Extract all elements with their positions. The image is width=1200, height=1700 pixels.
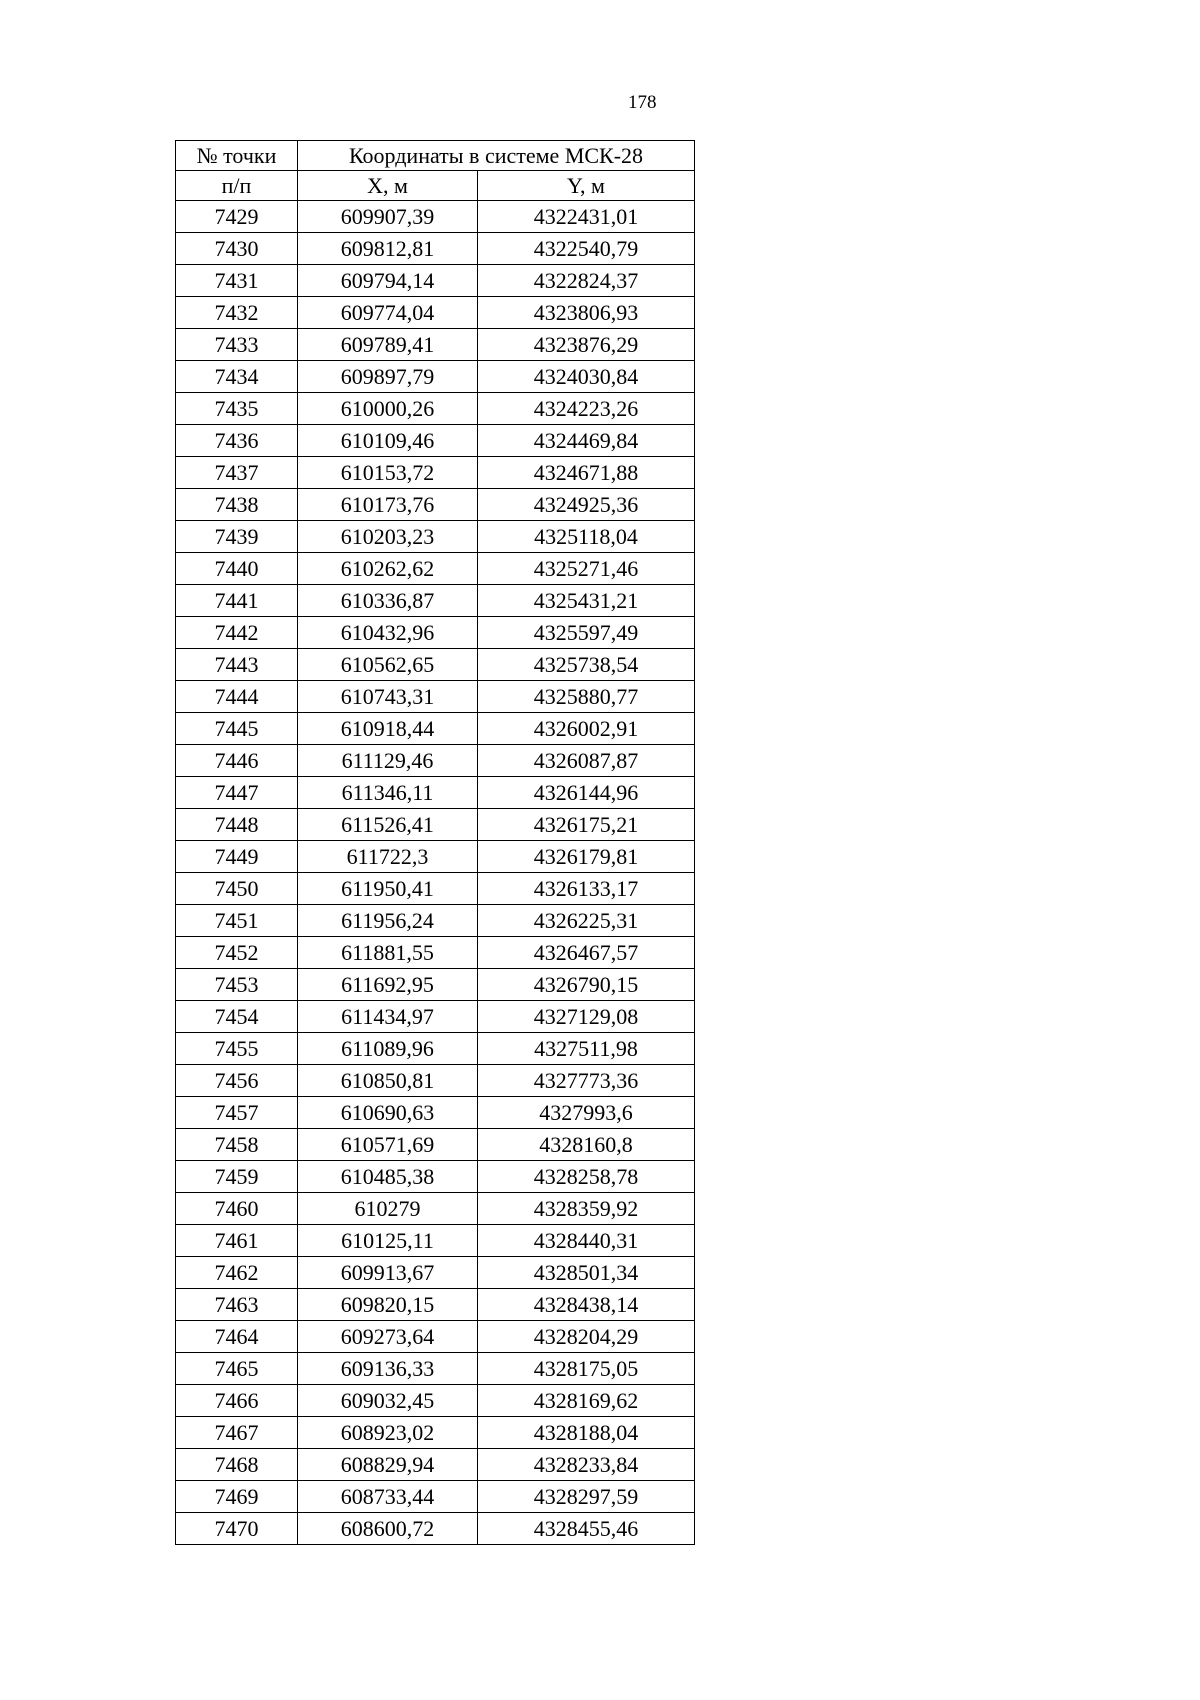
- x-coordinate-cell: 610125,11: [298, 1225, 478, 1257]
- y-coordinate-cell: 4327129,08: [478, 1001, 695, 1033]
- point-number-cell: 7432: [176, 297, 298, 329]
- y-coordinate-cell: 4322824,37: [478, 265, 695, 297]
- point-number-cell: 7433: [176, 329, 298, 361]
- x-coordinate-cell: 610173,76: [298, 489, 478, 521]
- point-number-cell: 7445: [176, 713, 298, 745]
- table-row: [176, 297, 695, 329]
- table-row: [176, 969, 695, 1001]
- table-row: [176, 809, 695, 841]
- table-row: [176, 1481, 695, 1513]
- table-row: [176, 1193, 695, 1225]
- table-body: [176, 201, 695, 1545]
- x-coordinate-cell: 611434,97: [298, 1001, 478, 1033]
- x-coordinate-cell: 610109,46: [298, 425, 478, 457]
- y-coordinate-cell: 4326179,81: [478, 841, 695, 873]
- y-coordinate-cell: 4328233,84: [478, 1449, 695, 1481]
- x-coordinate-cell: 610918,44: [298, 713, 478, 745]
- x-coordinate-cell: 608733,44: [298, 1481, 478, 1513]
- table-row: [176, 329, 695, 361]
- x-coordinate-cell: 609820,15: [298, 1289, 478, 1321]
- x-coordinate-cell: 609273,64: [298, 1321, 478, 1353]
- point-number-cell: 7464: [176, 1321, 298, 1353]
- y-coordinate-cell: 4326144,96: [478, 777, 695, 809]
- y-coordinate-cell: 4328204,29: [478, 1321, 695, 1353]
- coordinates-table: [175, 140, 695, 1545]
- point-number-cell: 7465: [176, 1353, 298, 1385]
- table-row: [176, 1449, 695, 1481]
- x-coordinate-cell: 609774,04: [298, 297, 478, 329]
- table-header: [176, 141, 695, 201]
- y-coordinate-cell: 4328440,31: [478, 1225, 695, 1257]
- y-coordinate-cell: 4324671,88: [478, 457, 695, 489]
- point-number-cell: 7453: [176, 969, 298, 1001]
- header-y: Y, м: [478, 171, 695, 201]
- y-coordinate-cell: 4326790,15: [478, 969, 695, 1001]
- x-coordinate-cell: 611722,3: [298, 841, 478, 873]
- y-coordinate-cell: 4325880,77: [478, 681, 695, 713]
- point-number-cell: 7437: [176, 457, 298, 489]
- table-row: [176, 1513, 695, 1545]
- y-coordinate-cell: 4323806,93: [478, 297, 695, 329]
- point-number-cell: 7441: [176, 585, 298, 617]
- y-coordinate-cell: 4324469,84: [478, 425, 695, 457]
- table-row: [176, 1417, 695, 1449]
- y-coordinate-cell: 4326133,17: [478, 873, 695, 905]
- y-coordinate-cell: 4328175,05: [478, 1353, 695, 1385]
- y-coordinate-cell: 4327993,6: [478, 1097, 695, 1129]
- table-row: [176, 1001, 695, 1033]
- point-number-cell: 7468: [176, 1449, 298, 1481]
- point-number-cell: 7447: [176, 777, 298, 809]
- x-coordinate-cell: 610690,63: [298, 1097, 478, 1129]
- table-row: [176, 265, 695, 297]
- table-row: [176, 457, 695, 489]
- point-number-cell: 7463: [176, 1289, 298, 1321]
- x-coordinate-cell: 610571,69: [298, 1129, 478, 1161]
- table-row: [176, 1385, 695, 1417]
- table-row: [176, 1161, 695, 1193]
- y-coordinate-cell: 4328188,04: [478, 1417, 695, 1449]
- y-coordinate-cell: 4328455,46: [478, 1513, 695, 1545]
- x-coordinate-cell: 611346,11: [298, 777, 478, 809]
- point-number-cell: 7434: [176, 361, 298, 393]
- y-coordinate-cell: 4326467,57: [478, 937, 695, 969]
- table-row: [176, 201, 695, 233]
- y-coordinate-cell: 4325597,49: [478, 617, 695, 649]
- y-coordinate-cell: 4328169,62: [478, 1385, 695, 1417]
- table-row: [176, 745, 695, 777]
- table-row: [176, 393, 695, 425]
- x-coordinate-cell: 609913,67: [298, 1257, 478, 1289]
- point-number-cell: 7470: [176, 1513, 298, 1545]
- y-coordinate-cell: 4326225,31: [478, 905, 695, 937]
- point-number-cell: 7467: [176, 1417, 298, 1449]
- table-row: [176, 649, 695, 681]
- table-row: [176, 1129, 695, 1161]
- table-row: [176, 617, 695, 649]
- y-coordinate-cell: 4325118,04: [478, 521, 695, 553]
- table-row: [176, 1321, 695, 1353]
- y-coordinate-cell: 4328501,34: [478, 1257, 695, 1289]
- table-row: [176, 1065, 695, 1097]
- x-coordinate-cell: 611089,96: [298, 1033, 478, 1065]
- table-row: [176, 553, 695, 585]
- x-coordinate-cell: 609136,33: [298, 1353, 478, 1385]
- x-coordinate-cell: 611692,95: [298, 969, 478, 1001]
- y-coordinate-cell: 4328258,78: [478, 1161, 695, 1193]
- y-coordinate-cell: 4328359,92: [478, 1193, 695, 1225]
- table-row: [176, 1097, 695, 1129]
- point-number-cell: 7454: [176, 1001, 298, 1033]
- y-coordinate-cell: 4328297,59: [478, 1481, 695, 1513]
- x-coordinate-cell: 608923,02: [298, 1417, 478, 1449]
- point-number-cell: 7435: [176, 393, 298, 425]
- x-coordinate-cell: 610562,65: [298, 649, 478, 681]
- y-coordinate-cell: 4323876,29: [478, 329, 695, 361]
- point-number-cell: 7439: [176, 521, 298, 553]
- x-coordinate-cell: 610262,62: [298, 553, 478, 585]
- x-coordinate-cell: 611956,24: [298, 905, 478, 937]
- table-row: [176, 1257, 695, 1289]
- x-coordinate-cell: 610203,23: [298, 521, 478, 553]
- x-coordinate-cell: 610743,31: [298, 681, 478, 713]
- point-number-cell: 7438: [176, 489, 298, 521]
- table-row: [176, 521, 695, 553]
- point-number-cell: 7455: [176, 1033, 298, 1065]
- x-coordinate-cell: 609897,79: [298, 361, 478, 393]
- table-row: [176, 937, 695, 969]
- point-number-cell: 7456: [176, 1065, 298, 1097]
- y-coordinate-cell: 4326175,21: [478, 809, 695, 841]
- point-number-cell: 7444: [176, 681, 298, 713]
- x-coordinate-cell: 610432,96: [298, 617, 478, 649]
- table-row: [176, 489, 695, 521]
- point-number-cell: 7449: [176, 841, 298, 873]
- y-coordinate-cell: 4324030,84: [478, 361, 695, 393]
- point-number-cell: 7446: [176, 745, 298, 777]
- point-number-cell: 7443: [176, 649, 298, 681]
- table-row: [176, 713, 695, 745]
- y-coordinate-cell: 4327511,98: [478, 1033, 695, 1065]
- point-number-cell: 7450: [176, 873, 298, 905]
- point-number-cell: 7448: [176, 809, 298, 841]
- table-row: [176, 905, 695, 937]
- table-row: [176, 233, 695, 265]
- x-coordinate-cell: 608829,94: [298, 1449, 478, 1481]
- table-row: [176, 1289, 695, 1321]
- table-row: [176, 873, 695, 905]
- point-number-cell: 7429: [176, 201, 298, 233]
- y-coordinate-cell: 4327773,36: [478, 1065, 695, 1097]
- y-coordinate-cell: 4324223,26: [478, 393, 695, 425]
- point-number-cell: 7460: [176, 1193, 298, 1225]
- y-coordinate-cell: 4326087,87: [478, 745, 695, 777]
- header-point-no-sub: п/п: [176, 171, 298, 201]
- x-coordinate-cell: 608600,72: [298, 1513, 478, 1545]
- x-coordinate-cell: 610485,38: [298, 1161, 478, 1193]
- point-number-cell: 7459: [176, 1161, 298, 1193]
- x-coordinate-cell: 610850,81: [298, 1065, 478, 1097]
- y-coordinate-cell: 4325431,21: [478, 585, 695, 617]
- table-row: [176, 777, 695, 809]
- header-x: X, м: [298, 171, 478, 201]
- x-coordinate-cell: 610279: [298, 1193, 478, 1225]
- y-coordinate-cell: 4325271,46: [478, 553, 695, 585]
- y-coordinate-cell: 4325738,54: [478, 649, 695, 681]
- y-coordinate-cell: 4328160,8: [478, 1129, 695, 1161]
- header-point-no: № точки: [176, 141, 298, 171]
- x-coordinate-cell: 610153,72: [298, 457, 478, 489]
- table-row: [176, 841, 695, 873]
- point-number-cell: 7461: [176, 1225, 298, 1257]
- y-coordinate-cell: 4322431,01: [478, 201, 695, 233]
- x-coordinate-cell: 611129,46: [298, 745, 478, 777]
- header-coordinates: Координаты в системе МСК-28: [298, 141, 695, 171]
- x-coordinate-cell: 609794,14: [298, 265, 478, 297]
- table-row: [176, 1225, 695, 1257]
- table-row: [176, 585, 695, 617]
- table-row: [176, 361, 695, 393]
- x-coordinate-cell: 609812,81: [298, 233, 478, 265]
- point-number-cell: 7442: [176, 617, 298, 649]
- table-row: [176, 1033, 695, 1065]
- page-number: 178: [628, 92, 657, 113]
- point-number-cell: 7469: [176, 1481, 298, 1513]
- y-coordinate-cell: 4326002,91: [478, 713, 695, 745]
- table-row: [176, 1353, 695, 1385]
- point-number-cell: 7451: [176, 905, 298, 937]
- table-row: [176, 425, 695, 457]
- x-coordinate-cell: 609032,45: [298, 1385, 478, 1417]
- point-number-cell: 7430: [176, 233, 298, 265]
- point-number-cell: 7436: [176, 425, 298, 457]
- table-row: [176, 681, 695, 713]
- point-number-cell: 7462: [176, 1257, 298, 1289]
- y-coordinate-cell: 4324925,36: [478, 489, 695, 521]
- point-number-cell: 7457: [176, 1097, 298, 1129]
- point-number-cell: 7431: [176, 265, 298, 297]
- point-number-cell: 7466: [176, 1385, 298, 1417]
- x-coordinate-cell: 611881,55: [298, 937, 478, 969]
- y-coordinate-cell: 4328438,14: [478, 1289, 695, 1321]
- point-number-cell: 7440: [176, 553, 298, 585]
- y-coordinate-cell: 4322540,79: [478, 233, 695, 265]
- x-coordinate-cell: 609907,39: [298, 201, 478, 233]
- x-coordinate-cell: 610000,26: [298, 393, 478, 425]
- x-coordinate-cell: 610336,87: [298, 585, 478, 617]
- x-coordinate-cell: 611950,41: [298, 873, 478, 905]
- x-coordinate-cell: 611526,41: [298, 809, 478, 841]
- x-coordinate-cell: 609789,41: [298, 329, 478, 361]
- point-number-cell: 7458: [176, 1129, 298, 1161]
- point-number-cell: 7452: [176, 937, 298, 969]
